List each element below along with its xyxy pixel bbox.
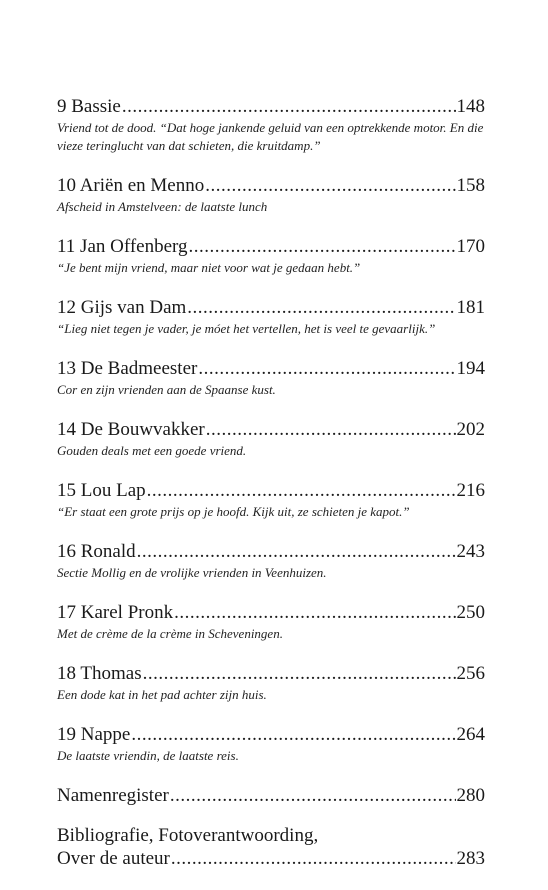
toc-row: [57, 723, 485, 747]
toc-leader-dots: [189, 235, 456, 259]
toc-subtitle: De laatste vriendin, de laatste reis.: [57, 748, 239, 763]
toc-leader-dots: [171, 847, 456, 871]
toc-leader-dots: [137, 540, 456, 564]
toc-leader-dots: [206, 418, 456, 442]
toc-title: 11 Jan Offenberg: [57, 236, 188, 257]
table-of-contents: [57, 95, 485, 890]
toc-entry-namenregister: [57, 784, 485, 808]
toc-subtitle: Met de crème de la crème in Scheveningen.: [57, 626, 283, 641]
toc-row: [57, 296, 485, 320]
toc-page-number: 181: [456, 297, 485, 318]
toc-subtitle: “Er staat een grote prijs op je hoofd. Kijk uit, ze schieten je kapot.”: [57, 504, 410, 519]
toc-leader-dots: [131, 723, 455, 747]
toc-title: Namenregister: [57, 785, 169, 806]
toc-row: [57, 479, 485, 503]
toc-leader-dots: [205, 174, 455, 198]
toc-entry-arien-menno: [57, 174, 485, 216]
toc-page-number: 283: [456, 848, 485, 869]
toc-page-number: 250: [456, 602, 485, 623]
toc-entry-bassie: [57, 95, 485, 155]
toc-leader-dots: [143, 662, 456, 686]
toc-title: 9 Bassie: [57, 96, 121, 117]
toc-entry-ronald: [57, 540, 485, 582]
toc-subtitle: Een dode kat in het pad achter zijn huis.: [57, 687, 267, 702]
toc-page-number: 216: [456, 480, 485, 501]
toc-leader-dots: [170, 784, 456, 808]
toc-entry-karel-pronk: [57, 601, 485, 643]
toc-title: 17 Karel Pronk: [57, 602, 174, 623]
toc-entry-thomas: [57, 662, 485, 704]
toc-page-number: 256: [456, 663, 485, 684]
toc-entry-bibliografie: [57, 825, 485, 871]
toc-title: 19 Nappe: [57, 724, 131, 745]
toc-title-line-1: Bibliografie, Fotoverantwoording,: [57, 825, 319, 846]
toc-title: 15 Lou Lap: [57, 480, 146, 501]
toc-entry-jan-offenberg: [57, 235, 485, 277]
toc-subtitle: Cor en zijn vrienden aan de Spaanse kust.: [57, 382, 276, 397]
toc-entry-nappe: [57, 723, 485, 765]
toc-page-number: 194: [456, 358, 485, 379]
toc-title: 12 Gijs van Dam: [57, 297, 187, 318]
toc-page-number: 264: [456, 724, 485, 745]
toc-row: [57, 418, 485, 442]
toc-entry-gijs-van-dam: [57, 296, 485, 338]
toc-entry-de-bouwvakker: [57, 418, 485, 460]
toc-row: [57, 847, 485, 871]
toc-title-line-2: Over de auteur: [57, 848, 170, 869]
toc-leader-dots: [147, 479, 456, 503]
toc-subtitle: “Je bent mijn vriend, maar niet voor wat je gedaan hebt.”: [57, 260, 361, 275]
toc-entry-lou-lap: [57, 479, 485, 521]
toc-leader-dots: [187, 296, 455, 320]
toc-title: 13 De Badmeester: [57, 358, 198, 379]
toc-subtitle: Sectie Mollig en de vrolijke vrienden in Veenhuizen.: [57, 565, 327, 580]
toc-title: 16 Ronald: [57, 541, 136, 562]
toc-row: [57, 95, 485, 119]
toc-row: [57, 235, 485, 259]
toc-entry-de-badmeester: [57, 357, 485, 399]
toc-subtitle: Gouden deals met een goede vriend.: [57, 443, 247, 458]
toc-page-number: 243: [456, 541, 485, 562]
toc-page-number: 148: [456, 96, 485, 117]
toc-title: 18 Thomas: [57, 663, 142, 684]
toc-row: [57, 174, 485, 198]
toc-leader-dots: [174, 601, 455, 625]
toc-title: 10 Ariën en Menno: [57, 175, 205, 196]
toc-page-number: 280: [456, 785, 485, 806]
toc-page-number: 158: [456, 175, 485, 196]
toc-subtitle: Afscheid in Amstelveen: de laatste lunch: [57, 199, 268, 214]
toc-subtitle: “Lieg niet tegen je vader, je móet het vertellen, het is veel te gevaarlijk.”: [57, 321, 436, 336]
toc-row: [57, 662, 485, 686]
toc-subtitle: Vriend tot de dood. “Dat hoge jankende geluid van een optrekkende motor. En die vieze teringlucht van dat schieten, die kruitdamp.”: [57, 120, 484, 153]
toc-row: [57, 784, 485, 808]
toc-title: 14 De Bouwvakker: [57, 419, 205, 440]
toc-row: [57, 357, 485, 381]
toc-leader-dots: [122, 95, 456, 119]
toc-page-number: 202: [456, 419, 485, 440]
toc-row: [57, 540, 485, 564]
toc-leader-dots: [198, 357, 455, 381]
toc-row: [57, 601, 485, 625]
toc-page-number: 170: [456, 236, 485, 257]
